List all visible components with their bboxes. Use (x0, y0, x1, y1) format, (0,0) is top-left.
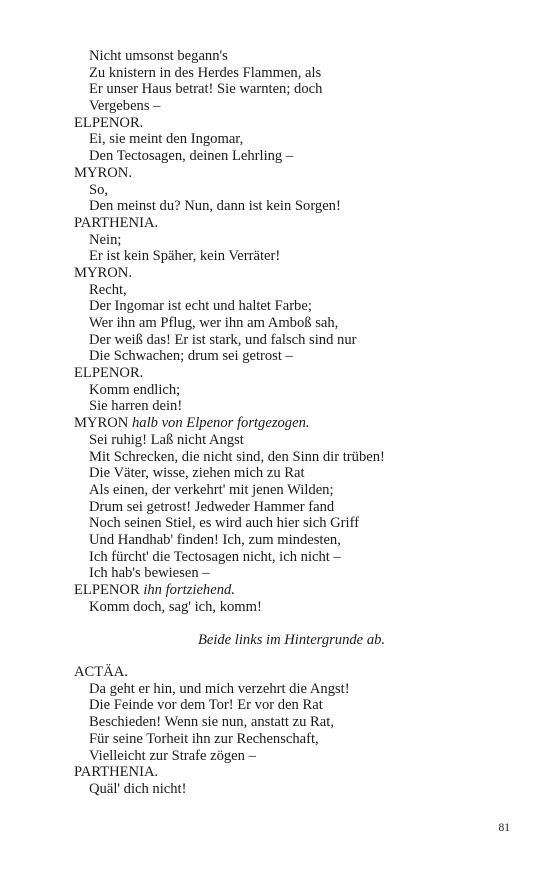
speaker-name: ACTÄA. (74, 664, 128, 681)
verse-line: Für seine Torheit ihn zur Rechenschaft, (89, 730, 319, 747)
verse-line: Die Feinde vor dem Tor! Er vor den Rat (89, 697, 323, 714)
speaker-name: PARTHENIA. (74, 764, 159, 781)
speaker-line (74, 215, 494, 232)
speaker-name: ELPENOR (74, 582, 140, 598)
verse-line: Wer ihn am Pflug, wer ihn am Amboß sah, (89, 315, 339, 331)
speaker-line (74, 265, 494, 282)
page-number: 81 (498, 822, 510, 834)
speaker-name: MYRON. (74, 164, 132, 181)
speaker-name: ELPENOR. (74, 114, 144, 131)
verse-line: Er unser Haus betrat! Sie warnten; doch (89, 81, 323, 98)
verse-line: Nicht umsonst begann's (89, 48, 228, 64)
verse-line: Der weiß das! Er ist stark, und falsch sind nur (89, 331, 357, 348)
verse-line: Komm doch, sag' ich, komm! (89, 598, 262, 615)
speaker-name: PARTHENIA. (74, 214, 159, 231)
verse-line: Vergebens – (89, 98, 161, 115)
verse-line: Quäl' dich nicht! (89, 780, 187, 797)
speaker-line (74, 582, 494, 599)
verse-line: Er ist kein Späher, kein Verräter! (89, 248, 281, 265)
speaker-line (74, 415, 494, 432)
verse-line: Recht, (89, 281, 127, 298)
verse-line: Mit Schrecken, die nicht sind, den Sinn dir trüben! (89, 448, 385, 465)
stage-direction-inline: ihn fortziehend. (143, 582, 235, 598)
verse-line: Den meinst du? Nun, dann ist kein Sorgen! (89, 198, 341, 215)
speaker-name: MYRON. (74, 264, 132, 281)
verse-line: Die Väter, wisse, ziehen mich zu Rat (89, 465, 305, 482)
speaker-line (74, 115, 494, 132)
verse-line: Der Ingomar ist echt und haltet Farbe; (89, 298, 312, 315)
verse-line: Sie harren dein! (89, 398, 183, 415)
verse-line: Da geht er hin, und mich verzehrt die Angst! (89, 680, 350, 697)
stage-direction-inline: halb von Elpenor fortgezogen. (131, 415, 310, 432)
stage-direction: Beide links im Hintergrunde ab. (197, 632, 386, 649)
verse-line: Zu knistern in des Herdes Flammen, als (89, 64, 322, 81)
verse-line: Sei ruhig! Laß nicht Angst (89, 431, 244, 448)
verse-line: Den Tectosagen, deinen Lehrling – (89, 148, 294, 165)
verse-line: Drum sei getrost! Jedweder Hammer fand (89, 498, 335, 515)
verse-line: So, (89, 181, 109, 198)
play-text (74, 48, 494, 798)
verse-line: Und Handhab' finden! Ich, zum mindesten, (89, 531, 341, 548)
verse-line: Vielleicht zur Strafe zögen – (89, 747, 256, 764)
verse-line: Die Schwachen; drum sei getrost – (89, 348, 293, 365)
speaker-line (74, 165, 494, 182)
speaker-name: MYRON (74, 415, 129, 432)
verse-line: Beschieden! Wenn sie nun, anstatt zu Rat, (89, 714, 334, 731)
verse-line: Noch seinen Stiel, es wird auch hier sich Griff (89, 515, 360, 532)
verse-line: Komm endlich; (89, 381, 181, 398)
verse-line: Ich fürcht' die Tectosagen nicht, ich nicht – (89, 548, 341, 565)
speaker-line (74, 764, 494, 781)
verse-line: Ich hab's bewiesen – (89, 565, 210, 582)
speaker-line (74, 365, 494, 382)
verse-line: Nein; (89, 231, 122, 248)
verse-line: Als einen, der verkehrt' mit jenen Wilden; (89, 481, 334, 498)
speaker-line (74, 664, 494, 681)
speaker-name: ELPENOR. (74, 365, 144, 382)
verse-line: Ei, sie meint den Ingomar, (89, 131, 244, 148)
